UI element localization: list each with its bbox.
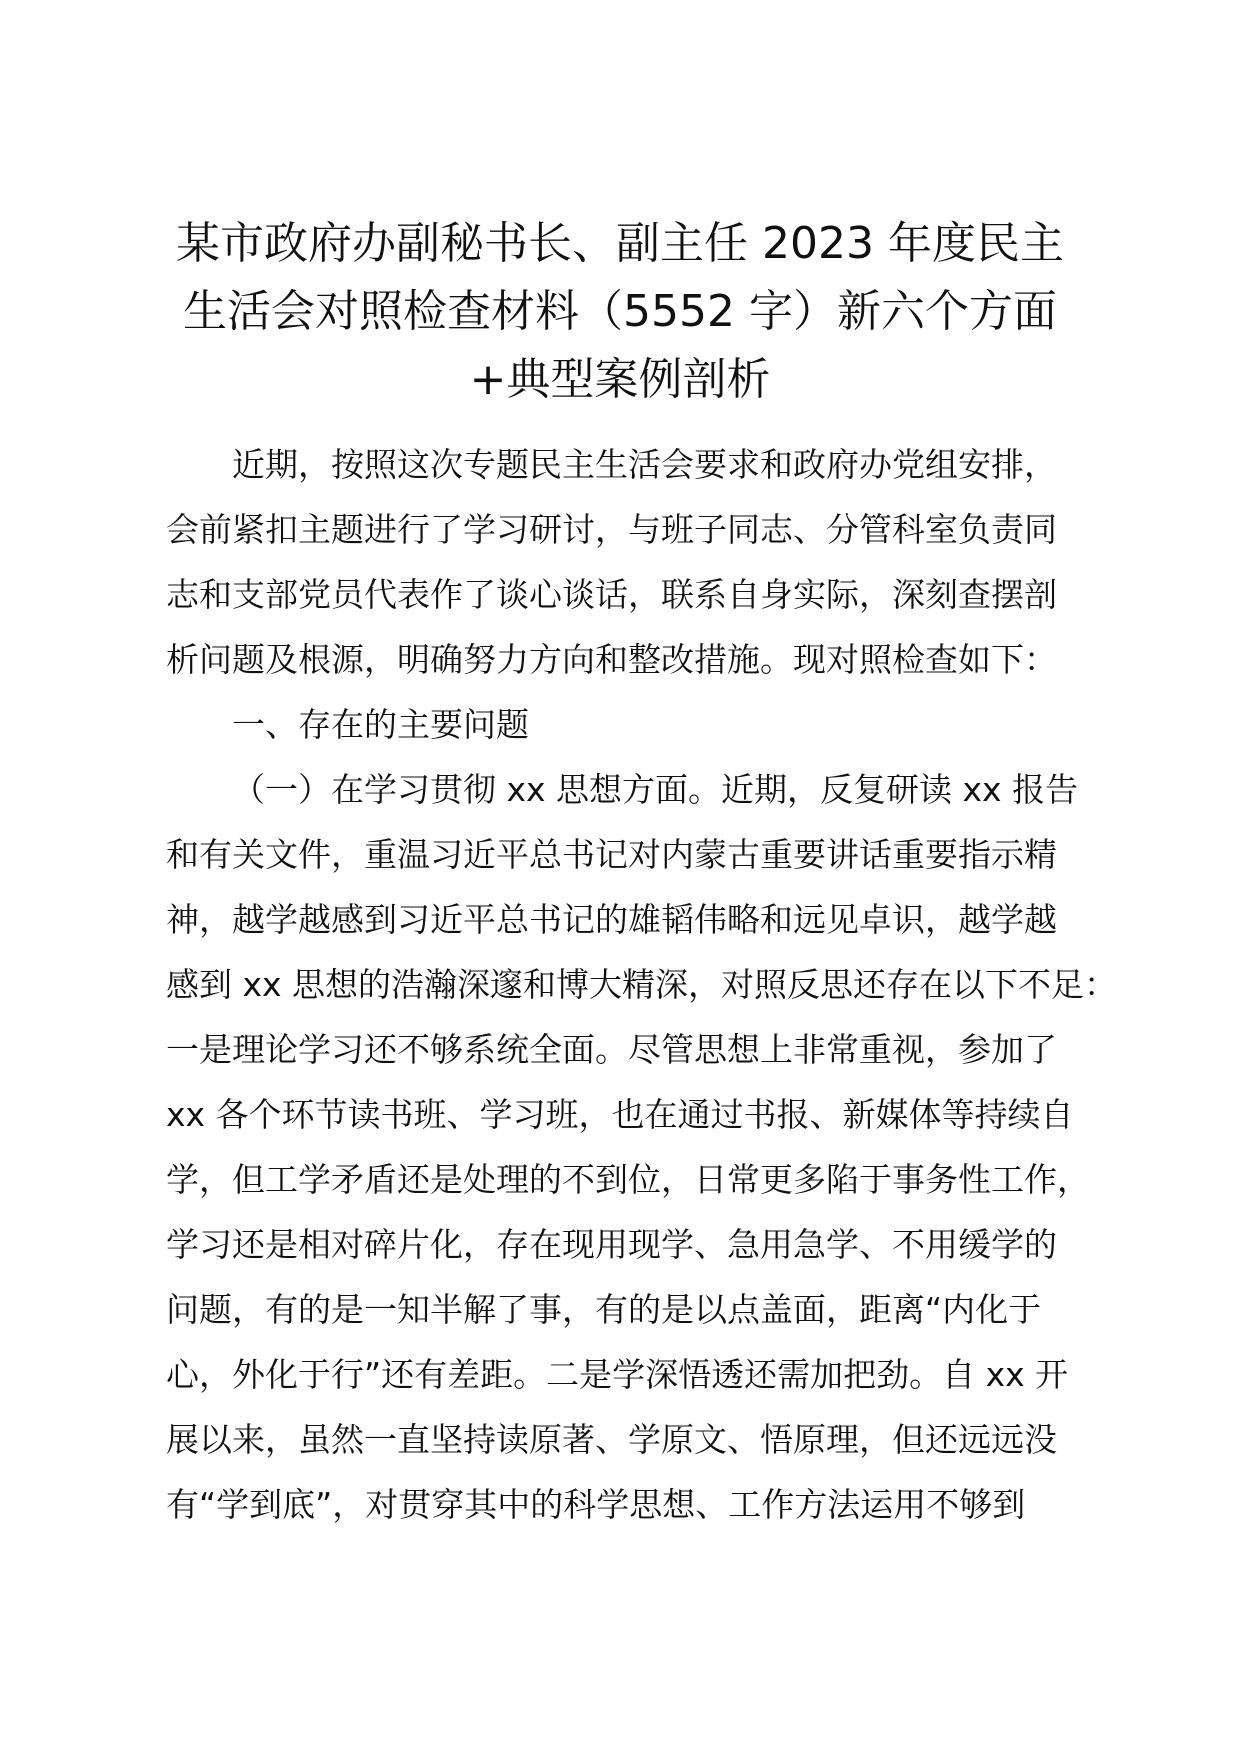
text-line: 神，越学越感到习近平总书记的雄韬伟略和远见卓识，越学越 (166, 900, 1057, 939)
text-line: 感到 xx 思想的浩瀚深邃和博大精深，对照反思还存在以下不足： (166, 965, 1118, 1004)
title-line: 生活会对照检查材料（5552 字）新六个方面 (183, 286, 1057, 337)
title-line: 某市政府办副秘书长、副主任 2023 年度民主 (176, 218, 1064, 269)
text-line: 析问题及根源，明确努力方向和整改措施。现对照检查如下： (166, 640, 1057, 679)
text-line: 会前紧扣主题进行了学习研讨，与班子同志、分管科室负责同 (166, 510, 1057, 549)
text-line: 学习还是相对碎片化，存在现用现学、急用急学、不用缓学的 (166, 1225, 1057, 1264)
text-line: 问题，有的是一知半解了事，有的是以点盖面，距离“内化于 (166, 1290, 1042, 1329)
section-heading (166, 692, 1126, 757)
document-title (150, 210, 1090, 414)
text-line: 和有关文件，重温习近平总书记对内蒙古重要讲话重要指示精 (166, 835, 1057, 874)
text-line: （一）在学习贯彻 xx 思想方面。近期，反复研读 xx 报告 (232, 770, 1079, 809)
text-line: 有“学到底”，对贯穿其中的科学思想、工作方法运用不够到 (166, 1485, 1026, 1524)
text-line: 志和支部党员代表作了谈心谈话，联系自身实际，深刻查摆剖 (166, 575, 1057, 614)
text-line: 心，外化于行”还有差距。二是学深悟透还需加把劲。自 xx 开 (166, 1355, 1069, 1394)
text-line: 学，但工学矛盾还是处理的不到位，日常更多陷于事务性工作， (166, 1160, 1090, 1199)
heading-text: 一、存在的主要问题 (232, 705, 529, 744)
text-line: xx 各个环节读书班、学习班，也在通过书报、新媒体等持续自 (166, 1095, 1074, 1134)
intro-paragraph (166, 432, 1126, 692)
document-body (166, 432, 1126, 1537)
text-line: 近期，按照这次专题民主生活会要求和政府办党组安排， (232, 445, 1057, 484)
title-line: +典型案例剖析 (469, 354, 771, 405)
text-line: 一是理论学习还不够系统全面。尽管思想上非常重视，参加了 (166, 1030, 1057, 1069)
body-paragraph (166, 757, 1126, 1537)
text-line: 展以来，虽然一直坚持读原著、学原文、悟原理，但还远远没 (166, 1420, 1057, 1459)
